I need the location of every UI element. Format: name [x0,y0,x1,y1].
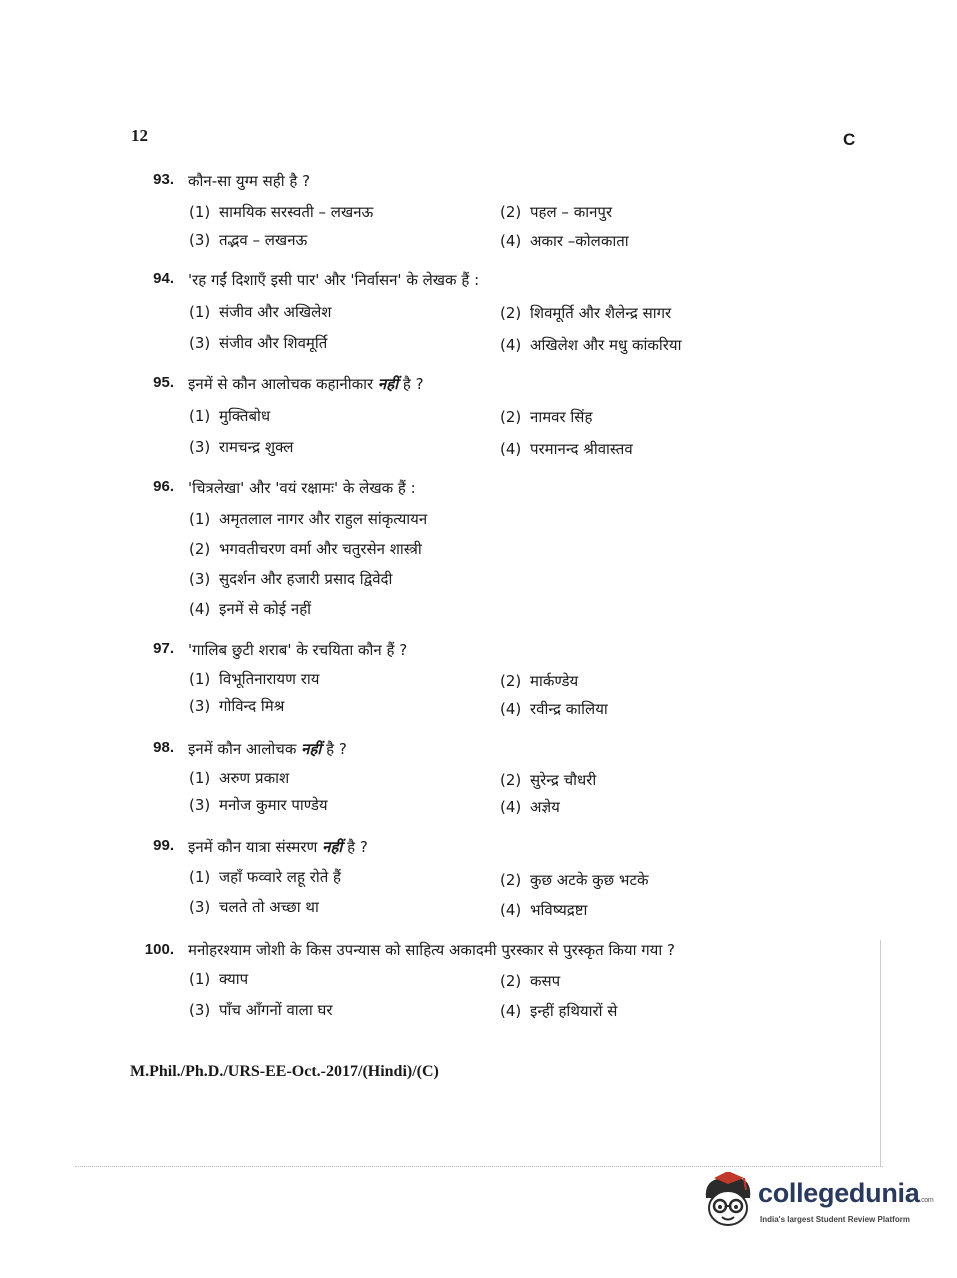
question-text: 'गालिब छुटी शराब' के रचयिता कौन हैं ? [188,641,408,659]
option-2: (2) पहल – कानपुर [500,203,613,221]
question-number: 98. [153,739,174,756]
option-4: (4) भविष्यद्रष्टा [500,901,588,919]
option-3: (3) संजीव और शिवमूर्ति [189,334,328,352]
paper-code-footer: M.Phil./Ph.D./URS-EE-Oct.-2017/(Hindi)/(C) [130,1063,439,1080]
question-number: 93. [153,171,174,188]
collegedunia-watermark [700,1170,934,1240]
brand-name: collegedunia.com [758,1178,934,1208]
brand-tagline: India's largest Student Review Platform [760,1215,910,1224]
question-text: इनमें से कौन आलोचक कहानीकार नहीं है ? [188,375,424,393]
option-4: (4) इन्हीं हथियारों से [500,1002,618,1020]
emphasis-not: नहीं [301,740,322,758]
option-1: (1) क्याप [189,970,249,988]
page-edge-rule [75,1166,883,1167]
option-1: (1) विभूतिनारायण राय [189,670,320,688]
option-3: (3) सुदर्शन और हजारी प्रसाद द्विवेदी [189,570,393,588]
question-text: 'रह गईं दिशाएँ इसी पार' और 'निर्वासन' के लेखक हैं : [188,271,480,289]
question-number: 100. [144,941,174,958]
option-2: (2) सुरेन्द्र चौधरी [500,771,597,789]
option-2: (2) शिवमूर्ति और शैलेन्द्र सागर [500,304,672,322]
question-number: 99. [153,837,174,854]
question-text: इनमें कौन आलोचक नहीं है ? [188,740,347,758]
option-3: (3) पाँच आँगनों वाला घर [189,1001,333,1019]
option-3: (3) गोविन्द मिश्र [189,697,285,715]
option-4: (4) इनमें से कोई नहीं [189,600,312,618]
collegedunia-mascot-icon [700,1172,756,1232]
page-edge-vertical-rule [880,940,881,1166]
question-number: 94. [153,270,174,287]
option-2: (2) नामवर सिंह [500,408,593,426]
option-1: (1) मुक्तिबोध [189,407,271,425]
option-3: (3) तद्भव – लखनऊ [189,231,308,249]
question-text: मनोहरश्याम जोशी के किस उपन्यास को साहित्य अकादमी पुरस्कार से पुरस्कृत किया गया ? [188,941,675,959]
option-3: (3) चलते तो अच्छा था [189,898,319,916]
option-1: (1) अमृतलाल नागर और राहुल सांकृत्यायन [189,510,428,528]
option-2: (2) भगवतीचरण वर्मा और चतुरसेन शास्त्री [189,540,422,558]
option-4: (4) अखिलेश और मधु कांकरिया [500,336,682,354]
emphasis-not: नहीं [377,375,399,393]
option-4: (4) अज्ञेय [500,798,560,816]
option-1: (1) अरुण प्रकाश [189,769,290,787]
option-3: (3) मनोज कुमार पाण्डेय [189,796,328,814]
booklet-series: C [843,130,856,149]
question-text: 'चित्रलेखा' और 'वयं रक्षामः' के लेखक हैं : [188,479,416,497]
option-2: (2) कुछ अटके कुछ भटके [500,871,649,889]
question-number: 96. [153,478,174,495]
option-3: (3) रामचन्द्र शुक्ल [189,438,294,456]
question-number: 95. [153,374,174,391]
question-text: कौन-सा युग्म सही है ? [188,172,311,190]
option-2: (2) मार्कण्डेय [500,672,579,690]
page-number: 12 [131,126,148,145]
question-text: इनमें कौन यात्रा संस्मरण नहीं है ? [188,838,368,856]
option-1: (1) संजीव और अखिलेश [189,303,332,321]
option-1: (1) जहाँ फव्वारे लहू रोते हैं [189,868,342,886]
option-1: (1) सामयिक सरस्वती – लखनऊ [189,203,374,221]
option-4: (4) परमानन्द श्रीवास्तव [500,440,633,458]
option-2: (2) कसप [500,972,561,990]
option-4: (4) अकार –कोलकाता [500,232,629,250]
option-4: (4) रवीन्द्र कालिया [500,700,608,718]
emphasis-not: नहीं [322,838,343,856]
question-number: 97. [153,640,174,657]
